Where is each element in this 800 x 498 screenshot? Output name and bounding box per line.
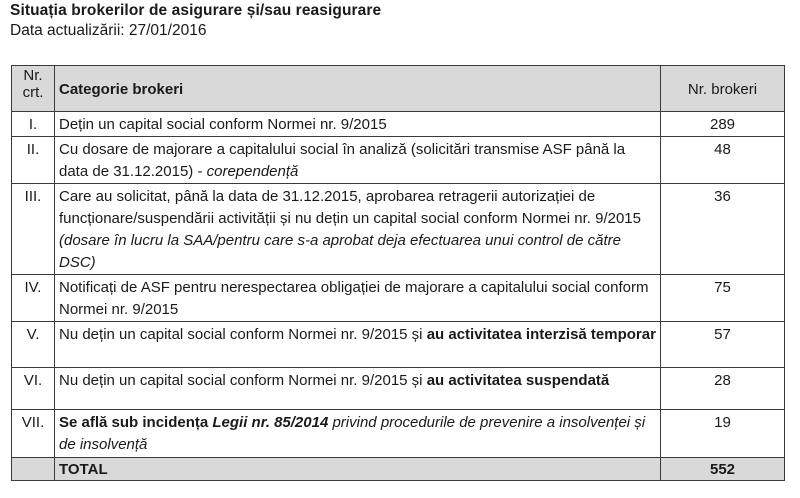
total-row <box>12 458 785 481</box>
table-row <box>12 368 785 410</box>
header-category: Categorie brokeri <box>55 66 661 112</box>
total-count: 552 <box>661 458 785 481</box>
total-label: TOTAL <box>55 458 661 481</box>
table-row <box>12 184 785 275</box>
row-count: 75 <box>661 275 785 322</box>
row-category: Notificați de ASF pentru nerespectarea obligației de majorare a capitalului social conform Normei nr. 9/2015 <box>55 275 661 322</box>
header-count: Nr. brokeri <box>661 66 785 112</box>
row-number: VII. <box>12 410 55 458</box>
row-count: 289 <box>661 112 785 137</box>
row-number: IV. <box>12 275 55 322</box>
page-title: Situația brokerilor de asigurare și/sau reasigurare <box>10 2 382 19</box>
row-category: Se află sub incidența Legii nr. 85/2014 privind procedurile de prevenire a insolvenței și de insolvență <box>55 410 661 458</box>
row-number: VI. <box>12 368 55 410</box>
table-row <box>12 410 785 458</box>
table-row <box>12 322 785 368</box>
row-number: II. <box>12 137 55 184</box>
header-nr-crt: Nr. crt. <box>12 66 55 112</box>
table-row <box>12 112 785 137</box>
row-count: 19 <box>661 410 785 458</box>
row-count: 57 <box>661 322 785 368</box>
table-row <box>12 275 785 322</box>
total-nr <box>12 458 55 481</box>
row-count: 28 <box>661 368 785 410</box>
row-category: Nu dețin un capital social conform Normei nr. 9/2015 și au activitatea suspendată <box>55 368 661 410</box>
table-row <box>12 137 785 184</box>
row-category: Nu dețin un capital social conform Normei nr. 9/2015 și au activitatea interzisă temporar <box>55 322 661 368</box>
row-count: 36 <box>661 184 785 275</box>
row-number: V. <box>12 322 55 368</box>
row-category: Cu dosare de majorare a capitalului social în analiză (solicitări transmise ASF până la data de 31.12.2015) - corependență <box>55 137 661 184</box>
row-category: Dețin un capital social conform Normei nr. 9/2015 <box>55 112 661 137</box>
row-count: 48 <box>661 137 785 184</box>
row-number: III. <box>12 184 55 275</box>
row-number: I. <box>12 112 55 137</box>
brokers-table <box>11 65 785 481</box>
update-date: Data actualizării: 27/01/2016 <box>10 22 207 39</box>
table-header-row <box>12 66 785 112</box>
row-category: Care au solicitat, până la data de 31.12.2015, aprobarea retragerii autorizației de funcționare/suspendării activității și nu dețin un capital social conform Normei nr. 9/2015 (dosare în lucru la SAA/pentru care s-a aprobat deja efectuarea unui control de către DSC) <box>55 184 661 275</box>
